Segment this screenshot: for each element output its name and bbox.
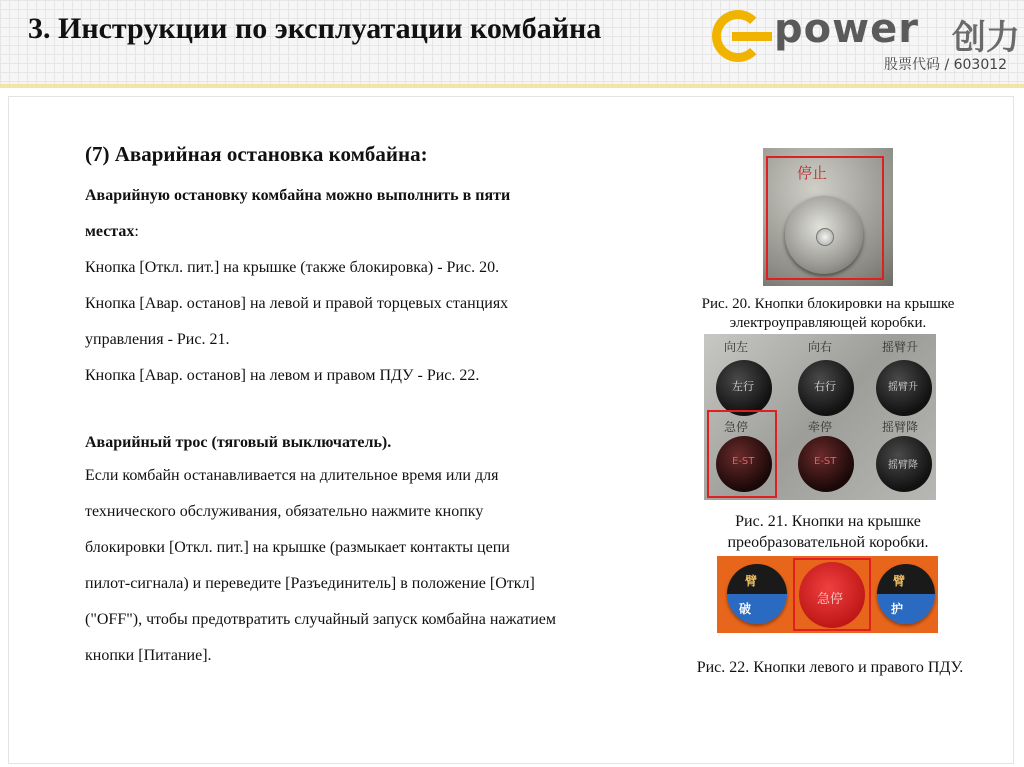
logo-chinese: 创力 [952, 18, 1020, 58]
fig20-caption-line-2: электроуправляющей коробки. [729, 315, 927, 331]
fig21-label-mid-right: 摇臂降 [882, 420, 919, 434]
intro-line-1: Аварийную остановку комбайна можно выполнить в пяти [85, 187, 511, 204]
company-logo [712, 8, 1018, 76]
fig21-btn5-label: E-ST [814, 456, 837, 467]
logo-stock-code: 股票代码 / 603012 [884, 57, 1008, 73]
fig21-btn4-label: E-ST [732, 456, 755, 467]
para-line-6: кнопки [Питание]. [85, 647, 212, 664]
item-2-line-1: Кнопка [Авар. останов] на левой и правой торцевых станциях [85, 295, 509, 312]
fig22-center: 急停 [817, 592, 844, 607]
fig21-caption-line-2: преобразовательной коробки. [727, 534, 929, 551]
page-title: 3. Инструкции по эксплуатации комбайна [28, 12, 602, 45]
fig21-label-top-right: 摇臂升 [882, 340, 919, 354]
fig21-highlight [707, 410, 777, 498]
fig22-photo [717, 556, 938, 633]
para-line-5: ("OFF"), чтобы предотвратить случайный запуск комбайна нажатием [85, 611, 557, 628]
arm-guard-button-icon [877, 564, 935, 624]
fig21-btn3-label: 摇臂升 [888, 382, 918, 393]
fig20-caption-line-1: Рис. 20. Кнопки блокировки на крышке [701, 296, 955, 312]
item-3: Кнопка [Авар. останов] на левом и правом ПДУ - Рис. 22. [85, 367, 480, 384]
fig21-label-mid-mid: 牵停 [808, 420, 833, 434]
logo-bar-icon [732, 32, 772, 41]
fig22-caption: Рис. 22. Кнопки левого и правого ПДУ. [696, 659, 964, 676]
fig20-highlight [766, 156, 884, 280]
fig20-label: 停止 [797, 164, 828, 182]
para-line-1: Если комбайн останавливается на длительное время или для [85, 467, 499, 484]
fig20-photo [763, 148, 893, 286]
fig22-left-bottom: 破 [739, 602, 752, 616]
fig22-right-top: 臂 [893, 574, 906, 588]
intro-colon: : [134, 223, 139, 240]
fig21-label-top-mid: 向右 [808, 340, 833, 354]
fig21-caption-line-1: Рис. 21. Кнопки на крышке [735, 513, 921, 530]
fig20-caption [668, 295, 988, 333]
fig21-photo [704, 334, 936, 500]
fig22-highlight [793, 558, 871, 631]
header-divider [0, 84, 1024, 88]
rope-heading: Аварийный трос (тяговый выключатель). [85, 434, 392, 451]
intro-line-2 [85, 214, 685, 250]
para-line-2: технического обслуживания, обязательно нажмите кнопку [85, 503, 484, 520]
item-2-line-2: управления - Рис. 21. [85, 331, 230, 348]
fig21-caption [668, 511, 988, 553]
fig22-right-bottom: 护 [891, 602, 904, 616]
intro-bold: местах [85, 223, 135, 240]
text-column [85, 140, 685, 674]
fig22-left-top: 臂 [745, 574, 758, 588]
item-1: Кнопка [Откл. пит.] на крышке (также блокировка) - Рис. 20. [85, 259, 500, 276]
fig21-btn2-label: 右行 [814, 380, 836, 393]
fig21-label-top-left: 向左 [724, 340, 749, 354]
fig21-btn6-label: 摇臂降 [888, 460, 918, 471]
logo-word: power [774, 6, 919, 52]
fig21-label-mid-left: 急停 [724, 420, 749, 434]
fig21-btn1-label: 左行 [732, 380, 754, 393]
para-line-4: пилот-сигнала) и переведите [Разъединитель] в положение [Откл] [85, 575, 535, 592]
section-heading: (7) Аварийная остановка комбайна: [85, 142, 428, 166]
para-line-3: блокировки [Откл. пит.] на крышке (размыкает контакты цепи [85, 539, 510, 556]
